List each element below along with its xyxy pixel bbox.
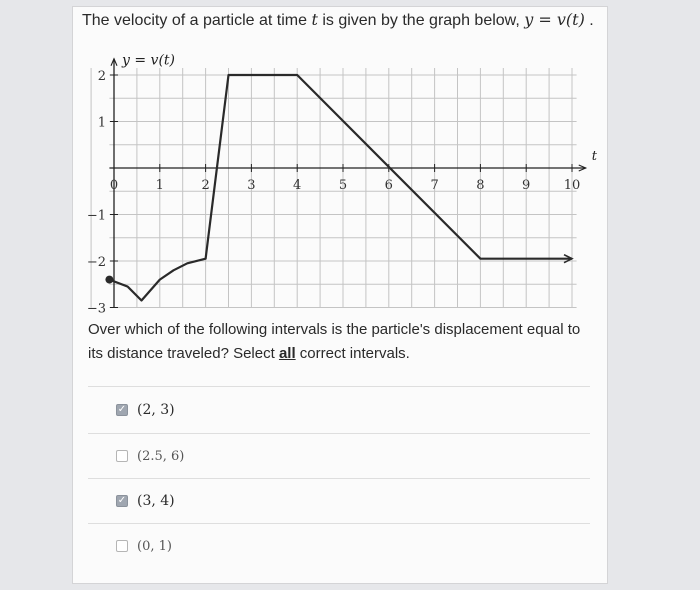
title-end: .: [584, 12, 594, 29]
curve-start-point: [105, 276, 113, 284]
checkbox-2-3[interactable]: ✓: [117, 404, 127, 415]
x-tick-label: 2: [201, 178, 210, 193]
option-label: (2, 3): [137, 402, 175, 418]
x-tick-label: 10: [563, 178, 581, 193]
y-tick-label: −3: [86, 301, 106, 317]
option-label: (3, 4): [137, 493, 175, 509]
option-2-3[interactable]: [116, 399, 175, 421]
question-prompt: [88, 318, 588, 366]
title-equation: y = v(t): [524, 10, 585, 29]
option-3-4[interactable]: [116, 490, 175, 512]
x-tick-label: 6: [384, 178, 393, 193]
title-variable: t: [311, 10, 318, 29]
option-divider: [88, 478, 590, 479]
x-tick-label: 8: [476, 178, 485, 193]
y-tick-label: 1: [97, 115, 106, 131]
y-tick-label: −1: [86, 208, 106, 224]
x-tick-label: 1: [155, 178, 164, 193]
checkbox-0-1[interactable]: [116, 540, 128, 552]
checkbox-2.5-6[interactable]: [116, 450, 128, 462]
option-divider: [88, 433, 590, 434]
x-tick-label: 3: [247, 178, 256, 193]
x-tick-label: 4: [293, 178, 302, 193]
x-tick-label: 0: [109, 178, 119, 193]
x-tick-label: 9: [522, 178, 531, 193]
option-label: (2.5, 6): [137, 448, 185, 464]
y-tick-label: 2: [97, 69, 106, 84]
prompt-text-end: correct intervals.: [295, 345, 410, 362]
y-axis-label: y = v(t): [122, 52, 175, 69]
option-0-1[interactable]: [116, 535, 172, 557]
option-label: (0, 1): [137, 538, 172, 554]
option-divider: [88, 523, 590, 524]
option-2.5-6[interactable]: [116, 445, 184, 467]
prompt-emphasis: all: [278, 345, 296, 362]
x-tick-label: 7: [430, 178, 439, 193]
option-divider: [88, 386, 590, 387]
x-tick-label: 5: [338, 178, 348, 193]
y-tick-label: −2: [86, 255, 106, 270]
title-text: The velocity of a particle at time: [82, 12, 312, 29]
x-axis-label: t: [591, 149, 597, 164]
checkbox-3-4[interactable]: ✓: [117, 495, 127, 506]
prompt-text: Over which of the following intervals is the particle's displacement equal to its distance traveled? Select: [88, 321, 581, 362]
title-middle: is given by the graph below,: [317, 12, 525, 29]
